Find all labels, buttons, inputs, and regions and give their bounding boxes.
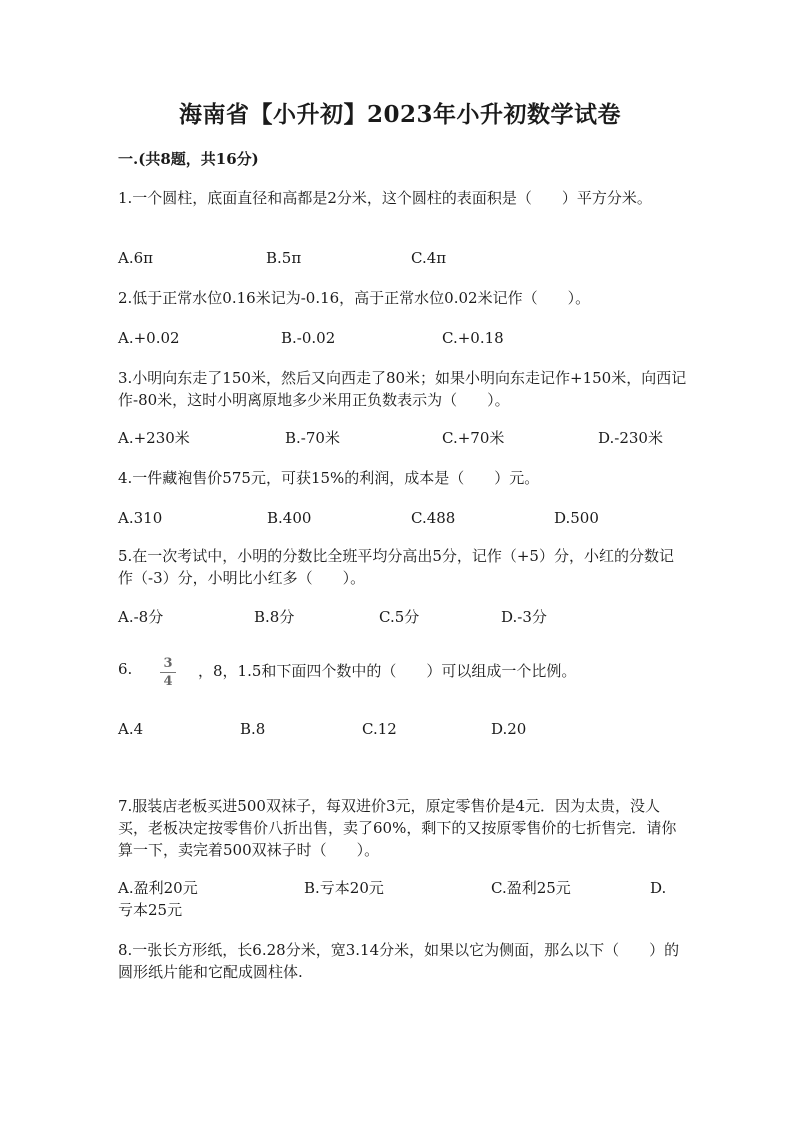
question-7-options: [118, 877, 688, 919]
option-c[interactable]: C.488: [411, 509, 456, 527]
question-2: 2.低于正常水位0.16米记为-0.16，高于正常水位0.02米记作（ ）。: [118, 289, 591, 307]
question-6-number: 6.: [118, 660, 133, 678]
question-4: 4.一件藏袍售价575元，可获15%的利润，成本是（ ）元。: [118, 469, 540, 487]
question-8: 8.一张长方形纸，长6.28分米，宽3.14分米，如果以它为侧面，那么以下（ ）的圆形纸片能和它配成圆柱体.: [118, 941, 680, 981]
section-heading: 一.(共8题，共16分): [118, 150, 259, 168]
option-d[interactable]: D.-230米: [598, 429, 663, 447]
option-a[interactable]: A.310: [118, 509, 163, 527]
option-b[interactable]: B.-70米: [285, 429, 340, 447]
question-6: ，8，1.5和下面四个数中的（ ）可以组成一个比例。: [198, 662, 577, 680]
question-2-options: [118, 327, 688, 349]
question-6-options: [118, 718, 688, 740]
question-3-options: [118, 427, 688, 449]
option-a[interactable]: A.+230米: [118, 429, 190, 447]
option-c[interactable]: C.12: [362, 720, 397, 738]
option-c[interactable]: C.+70米: [442, 429, 505, 447]
fraction: [160, 656, 176, 689]
question-1-options: [118, 247, 688, 269]
option-b[interactable]: B.8: [240, 720, 266, 738]
option-c[interactable]: C.5分: [379, 608, 420, 626]
option-c[interactable]: C.+0.18: [442, 329, 504, 347]
option-a[interactable]: A.盈利20元: [118, 879, 198, 897]
option-b[interactable]: B.-0.02: [281, 329, 336, 347]
option-a[interactable]: A.-8分: [118, 608, 164, 626]
option-b[interactable]: B.亏本20元: [304, 879, 384, 897]
option-c[interactable]: C.4π: [411, 249, 447, 267]
option-c[interactable]: C.盈利25元: [491, 879, 571, 897]
option-d[interactable]: D.500: [554, 509, 599, 527]
fraction-bar: [160, 672, 176, 673]
fraction-numerator: 3: [163, 656, 173, 671]
question-3: 3.小明向东走了150米，然后又向西走了80米；如果小明向东走记作+150米，向西记作-80米，这时小明离原地多少米用正负数表示为（ ）。: [118, 369, 687, 409]
option-b[interactable]: B.400: [267, 509, 312, 527]
question-1: 1.一个圆柱，底面直径和高都是2分米，这个圆柱的表面积是（ ）平方分米。: [118, 189, 652, 207]
option-d[interactable]: D.20: [491, 720, 527, 738]
option-d[interactable]: D. 亏本25元: [118, 879, 667, 919]
question-7: 7.服装店老板买进500双袜子，每双进价3元，原定零售价是4元．因为太贵，没人买，老板决定按零售价八折出售，卖了60%，剩下的又按原零售价的七折售完．请你算一下，卖完着500双袜子时（ ）。: [118, 797, 677, 859]
option-a[interactable]: A.6π: [118, 249, 154, 267]
question-5: 5.在一次考试中，小明的分数比全班平均分高出5分，记作（+5）分，小红的分数记作（-3）分，小明比小红多（ ）。: [118, 547, 674, 587]
option-a[interactable]: A.+0.02: [118, 329, 180, 347]
page-title: 海南省【小升初】2023年小升初数学试卷: [178, 101, 621, 128]
option-d[interactable]: D.-3分: [501, 608, 547, 626]
question-5-options: [118, 606, 688, 628]
option-a[interactable]: A.4: [118, 720, 144, 738]
option-b[interactable]: B.8分: [254, 608, 295, 626]
option-b[interactable]: B.5π: [266, 249, 302, 267]
question-4-options: [118, 507, 688, 529]
fraction-denominator: 4: [163, 674, 173, 689]
